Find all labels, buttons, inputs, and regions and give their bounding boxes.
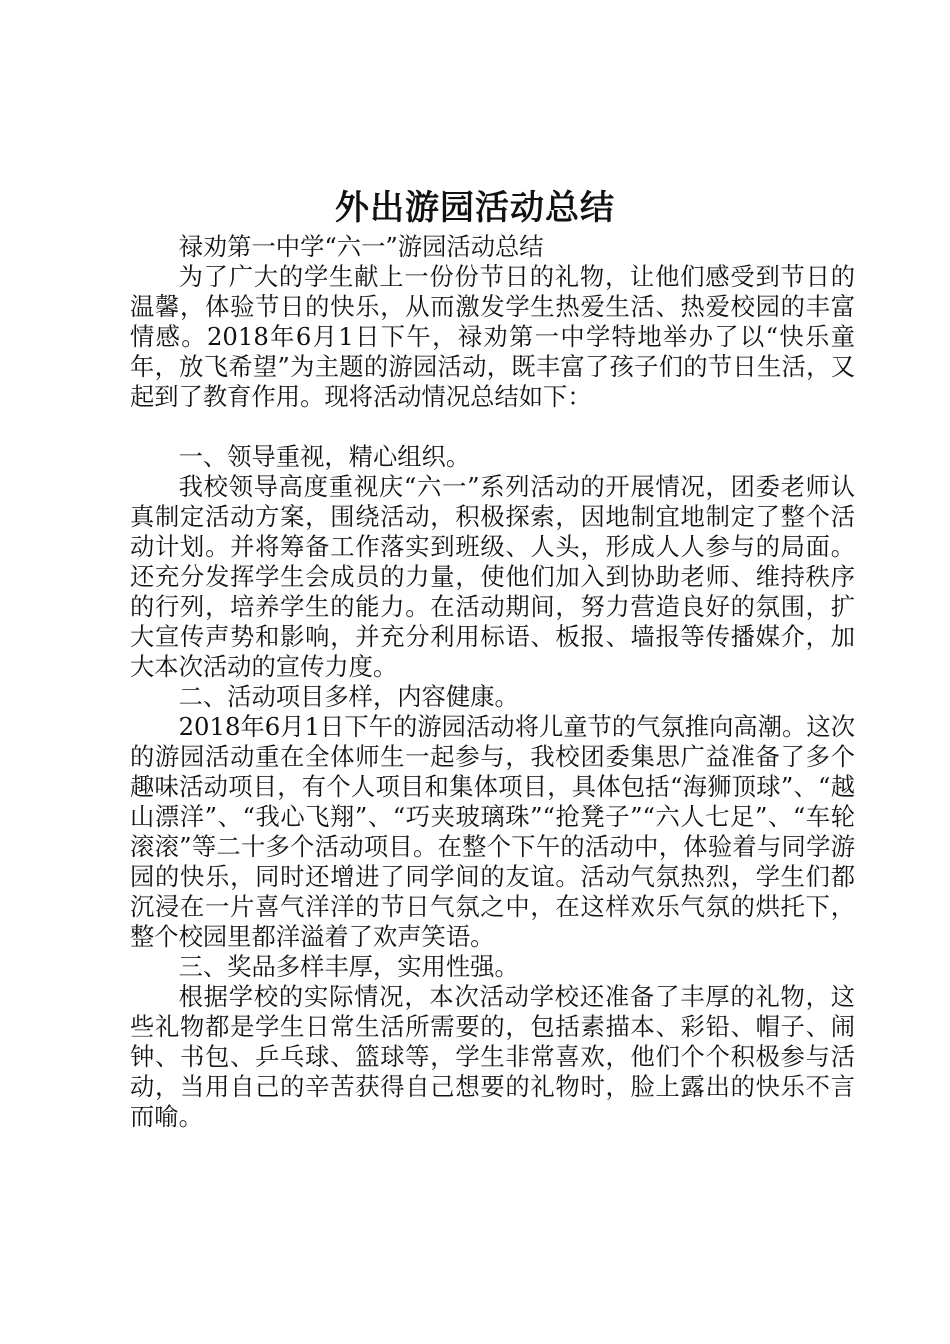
section-heading-2: 二、活动项目多样，内容健康。 [178, 682, 519, 711]
section-2-paragraph: 2018年6月1日下午的游园活动将儿童节的气氛推向高潮。这次的游园活动重在全体师生一起参与，我校团委集思广益准备了多个趣味活动项目，有个人项目和集体项目，具体包括“海狮顶球”、“越山漂洋”、“我心飞翔”、“巧夹玻璃珠”“抢凳子”“六人七足”、“车轮滚滚”等二十多个活动项目。在整个下午的活动中，体验着与同学游园的快乐，同时还增进了同学间的友谊。活动气氛热烈，学生们都沉浸在一片喜气洋洋的节日气氛之中，在这样欢乐气氛的烘托下，整个校园里都洋溢着了欢声笑语。 [130, 712, 855, 951]
section-heading-1: 一、领导重视，精心组织。 [178, 442, 471, 471]
intro-paragraph: 为了广大的学生献上一份份节日的礼物，让他们感受到节日的温馨，体验节日的快乐，从而激发学生热爱生活、热爱校园的丰富情感。2018年6月1日下午，禄劝第一中学特地举办了以“快乐童年，放飞希望”为主题的游园活动，既丰富了孩子们的节日生活，又起到了教育作用。现将活动情况总结如下： [130, 262, 855, 411]
document-body [130, 232, 855, 1132]
subtitle-paragraph: 禄劝第一中学“六一”游园活动总结 [178, 232, 544, 261]
section-1-paragraph: 我校领导高度重视庆“六一”系列活动的开展情况，团委老师认真制定活动方案，围绕活动，积极探索，因地制宜地制定了整个活动计划。并将筹备工作落实到班级、人头，形成人人参与的局面。还充分发挥学生会成员的力量，使他们加入到协助老师、维持秩序的行列，培养学生的能力。在活动期间，努力营造良好的氛围，扩大宣传声势和影响，并充分利用标语、板报、墙报等传播媒介，加大本次活动的宣传力度。 [130, 472, 855, 681]
section-heading-3: 三、奖品多样丰厚，实用性强。 [178, 952, 519, 981]
document-title: 外出游园活动总结 [335, 188, 615, 228]
section-3-paragraph: 根据学校的实际情况，本次活动学校还准备了丰厚的礼物，这些礼物都是学生日常生活所需要的，包括素描本、彩铅、帽子、闹钟、书包、乒乓球、篮球等，学生非常喜欢，他们个个积极参与活动，当用自己的辛苦获得自己想要的礼物时，脸上露出的快乐不言而喻。 [130, 982, 855, 1131]
